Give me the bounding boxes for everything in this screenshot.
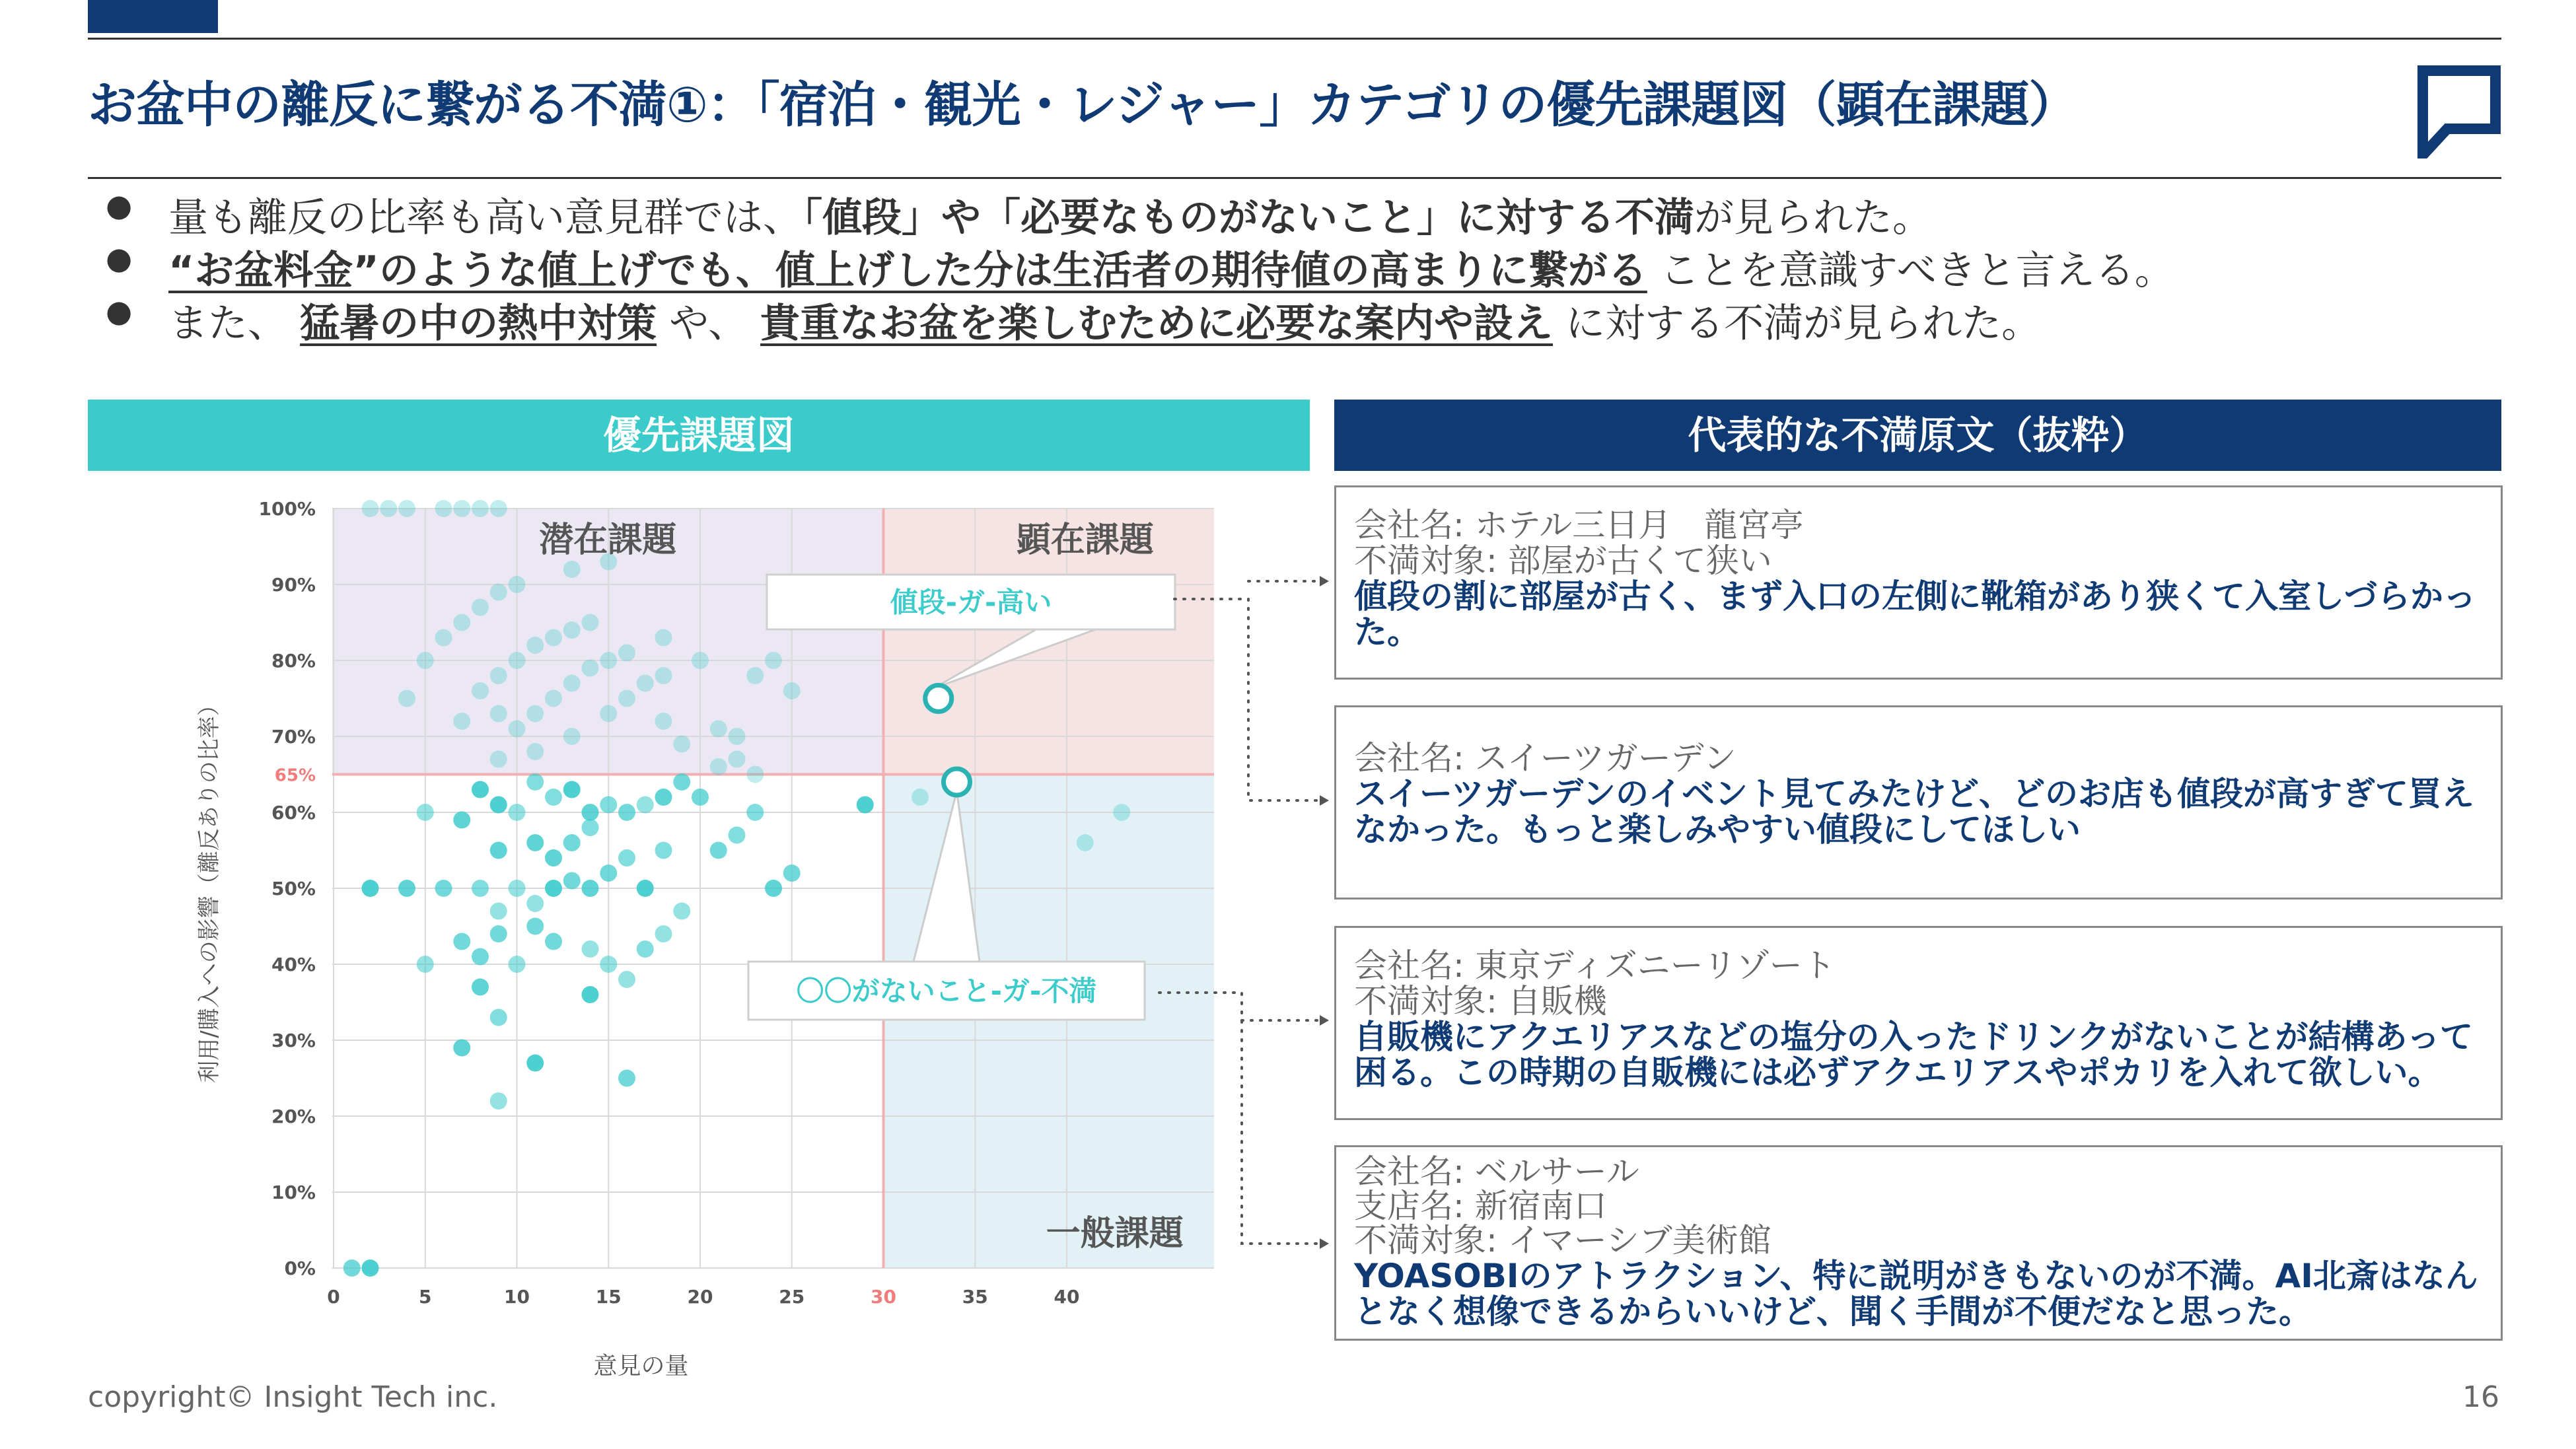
x-tick-label: 15 <box>595 1286 622 1308</box>
scatter-point <box>398 500 415 517</box>
scatter-point <box>563 621 581 639</box>
scatter-point <box>692 652 709 669</box>
scatter-point <box>563 781 581 798</box>
scatter-point <box>563 834 581 851</box>
y-tick-label: 0% <box>284 1257 316 1279</box>
y-tick-label: 60% <box>271 802 316 824</box>
scatter-point <box>472 599 489 616</box>
scatter-point <box>472 781 489 798</box>
scatter-point <box>618 804 635 821</box>
y-tick-label: 80% <box>271 650 316 672</box>
scatter-point <box>637 796 654 814</box>
quote-card-2 <box>1334 705 2503 900</box>
priority-scatter-chart <box>88 476 1316 1387</box>
scatter-point <box>655 667 672 684</box>
y-tick-label: 20% <box>271 1106 316 1127</box>
scatter-point <box>655 713 672 730</box>
callout-label: 値段-ガ-高い <box>890 586 1052 619</box>
quote-text-line: YOASOBIのアトラクション、特に説明がきもないのが不満。AI北斎はなん <box>1354 1257 2478 1295</box>
quote-meta-line: 会社名: ベルサール <box>1354 1152 1639 1191</box>
scatter-point <box>362 1259 379 1277</box>
scatter-point <box>490 796 507 814</box>
scatter-point <box>490 1009 507 1026</box>
scatter-point <box>673 773 690 791</box>
highlighted-point <box>944 769 970 795</box>
quote-card-3 <box>1334 926 2503 1120</box>
y-axis-ticks <box>258 498 316 1279</box>
scatter-point <box>509 880 526 897</box>
threshold-y-label: 65% <box>274 765 316 786</box>
scatter-point <box>545 690 562 707</box>
quadrant-label-manifest: 顕在課題 <box>1016 520 1154 560</box>
quote-meta-line: 会社名: 東京ディズニーリゾート <box>1354 946 1836 985</box>
scatter-point <box>490 1092 507 1110</box>
scatter-point <box>710 842 727 859</box>
title-top-rule <box>88 38 2501 40</box>
quadrant-label-latent: 潜在課題 <box>539 520 677 560</box>
scatter-point <box>509 576 526 593</box>
scatter-point <box>912 789 929 806</box>
quote-text-line: た。 <box>1354 613 1420 651</box>
quote-text-line: となく想像できるからいいけど、聞く手間が不便だなと思った。 <box>1354 1292 2312 1331</box>
scatter-point <box>655 842 672 859</box>
scatter-point <box>472 682 489 699</box>
scatter-point <box>453 614 470 631</box>
y-tick-label: 50% <box>271 878 316 900</box>
scatter-point <box>490 500 507 517</box>
scatter-point <box>746 667 764 684</box>
scatter-point <box>710 721 727 738</box>
scatter-point <box>509 652 526 669</box>
x-tick-label: 5 <box>419 1286 432 1308</box>
y-tick-label: 10% <box>271 1182 316 1203</box>
quote-text-line: なかった。もっと楽しみやすい値段にしてほしい <box>1354 810 2081 849</box>
x-tick-label: 25 <box>779 1286 805 1308</box>
scatter-point <box>600 705 617 723</box>
quotes-header: 代表的な不満原文（抜粋） <box>1334 400 2501 471</box>
scatter-point <box>526 918 544 935</box>
scatter-point <box>729 728 746 745</box>
scatter-point <box>490 751 507 768</box>
scatter-point <box>655 925 672 942</box>
scatter-point <box>582 614 599 631</box>
scatter-point <box>545 880 562 897</box>
highlighted-point <box>925 686 952 712</box>
quadrant-general-bg <box>884 775 1215 1269</box>
quadrant-label-general: 一般課題 <box>1046 1214 1184 1254</box>
scatter-point <box>600 652 617 669</box>
scatter-point <box>655 789 672 806</box>
scatter-point <box>563 561 581 578</box>
scatter-point <box>746 804 764 821</box>
scatter-point <box>526 637 544 654</box>
scatter-point <box>600 956 617 973</box>
quote-meta-line: 不満対象: 部屋が古くて狭い <box>1354 542 1772 580</box>
x-tick-label: 30 <box>871 1286 896 1308</box>
scatter-point <box>509 721 526 738</box>
scatter-point <box>637 940 654 958</box>
scatter-point <box>435 500 452 517</box>
scatter-point <box>435 629 452 647</box>
scatter-point <box>1113 804 1130 821</box>
scatter-point <box>398 880 415 897</box>
bullet-dot: ● <box>106 293 133 329</box>
scatter-point <box>618 645 635 662</box>
callout-label: 〇〇がないこと-ガ-不満 <box>796 975 1097 1007</box>
priority-chart-header: 優先課題図 <box>88 400 1310 471</box>
y-tick-label: 100% <box>258 498 316 520</box>
y-axis-label: 利用/購入への影響（離反ありの比率） <box>196 693 223 1083</box>
scatter-point <box>582 986 599 1003</box>
scatter-point <box>600 796 617 814</box>
scatter-point <box>582 660 599 677</box>
scatter-point <box>509 804 526 821</box>
quote-meta-line: 会社名: ホテル三日月 龍宮亭 <box>1354 506 1804 544</box>
scatter-point <box>765 652 782 669</box>
scatter-point <box>417 652 434 669</box>
quote-meta-line: 支店名: 新宿南口 <box>1354 1187 1607 1225</box>
scatter-point <box>673 903 690 920</box>
scatter-point <box>509 956 526 973</box>
scatter-point <box>417 804 434 821</box>
scatter-point <box>618 1070 635 1087</box>
scatter-point <box>582 880 599 897</box>
quote-meta-line: 会社名: スイーツガーデン <box>1354 739 1736 777</box>
copyright: copyright© Insight Tech inc. <box>88 1380 498 1414</box>
y-tick-label: 70% <box>271 726 316 748</box>
bullet-emphasis: 「値段」や「必要なものがないこと」に対する不満 <box>803 195 1694 241</box>
scatter-point <box>472 948 489 966</box>
x-tick-label: 0 <box>327 1286 340 1308</box>
x-tick-label: 20 <box>687 1286 713 1308</box>
scatter-point <box>582 940 599 958</box>
scatter-point <box>618 690 635 707</box>
top-accent-tab <box>88 0 218 33</box>
quote-card-1 <box>1334 485 2503 680</box>
scatter-point <box>692 789 709 806</box>
scatter-point <box>453 713 470 730</box>
scatter-point <box>526 743 544 760</box>
scatter-point <box>343 1259 361 1277</box>
scatter-point <box>453 1040 470 1057</box>
connector-arrowheads <box>1320 576 1329 1249</box>
x-tick-label: 40 <box>1054 1286 1080 1308</box>
scatter-point <box>618 971 635 988</box>
scatter-point <box>1077 834 1094 851</box>
bullet-text: に対する不満が見られた。 <box>1565 300 2042 347</box>
scatter-point <box>526 705 544 723</box>
x-tick-label: 10 <box>504 1286 530 1308</box>
scatter-point <box>490 705 507 723</box>
x-axis-ticks <box>327 1286 1079 1308</box>
scatter-point <box>618 849 635 866</box>
scatter-point <box>783 865 801 882</box>
scatter-point <box>563 675 581 692</box>
quote-card-4 <box>1334 1145 2503 1341</box>
scatter-point <box>765 880 782 897</box>
scatter-point <box>637 880 654 897</box>
y-tick-label: 40% <box>271 954 316 975</box>
bullet-emphasis: “お盆料金”のような値上げでも、値上げした分は生活者の期待値の高まりに繋がる <box>168 248 1647 294</box>
scatter-point <box>472 500 489 517</box>
scatter-point <box>453 812 470 829</box>
y-tick-label: 30% <box>271 1030 316 1051</box>
scatter-point <box>472 979 489 996</box>
page-title: お盆中の離反に繋がる不満①：「宿泊・観光・レジャー」カテゴリの優先課題図（顕在課題） <box>88 77 2077 133</box>
scatter-point <box>472 880 489 897</box>
scatter-point <box>783 682 801 699</box>
scatter-point <box>582 804 599 821</box>
scatter-point <box>729 827 746 844</box>
scatter-point <box>545 629 562 647</box>
scatter-point <box>490 584 507 601</box>
scatter-point <box>600 865 617 882</box>
scatter-point <box>582 819 599 836</box>
quote-text-line: 自販機にアクエリアスなどの塩分の入ったドリンクがないことが結構あって <box>1354 1018 2473 1056</box>
bullet-emphasis: 猛暑の中の熱中対策 <box>300 300 657 347</box>
scatter-point <box>526 1055 544 1072</box>
scatter-point <box>857 796 874 814</box>
y-tick-label: 90% <box>271 574 316 596</box>
scatter-point <box>563 872 581 890</box>
scatter-point <box>490 667 507 684</box>
quote-meta-line: 不満対象: イマーシブ美術館 <box>1354 1221 1771 1259</box>
scatter-point <box>673 736 690 753</box>
bullet-text: 量も離反の比率も高い意見群では、 <box>168 195 803 241</box>
title-bottom-rule <box>88 177 2501 179</box>
scatter-point <box>362 500 379 517</box>
quote-text-line: 困る。この時期の自販機には必ずアクエリアスやポカリを入れて欲しい。 <box>1354 1053 2441 1092</box>
bullet-emphasis: 貴重なお盆を楽しむために必要な案内や設え <box>760 300 1554 347</box>
scatter-point <box>746 766 764 783</box>
x-axis-label: 意見の量 <box>593 1353 689 1380</box>
scatter-point <box>729 751 746 768</box>
scatter-point <box>380 500 397 517</box>
bullet-dot: ● <box>106 188 133 223</box>
scatter-point <box>710 758 727 775</box>
scatter-point <box>453 500 470 517</box>
scatter-point <box>453 933 470 950</box>
scatter-point <box>398 690 415 707</box>
bullet-dot: ● <box>106 240 133 276</box>
scatter-point <box>545 933 562 950</box>
scatter-point <box>655 629 672 647</box>
bullet-text: また、 <box>168 300 287 347</box>
scatter-point <box>563 728 581 745</box>
page-number: 16 <box>2462 1380 2499 1414</box>
scatter-point <box>490 842 507 859</box>
speech-bubble-logo-icon <box>2411 63 2503 159</box>
scatter-point <box>526 834 544 851</box>
scatter-point <box>417 956 434 973</box>
scatter-point <box>435 880 452 897</box>
bullet-text: ことを意識すべきと言える。 <box>1659 248 2174 294</box>
quote-meta-line: 不満対象: 自販機 <box>1354 982 1607 1020</box>
bullet-text: や、 <box>669 300 748 347</box>
scatter-point <box>526 773 544 791</box>
quote-text-line: スイーツガーデンのイベント見てみたけど、どのお店も値段が高すぎて買え <box>1354 775 2474 813</box>
scatter-point <box>526 895 544 912</box>
scatter-point <box>490 925 507 942</box>
scatter-point <box>637 675 654 692</box>
scatter-point <box>490 903 507 920</box>
quote-text-line: 値段の割に部屋が古く、まず入口の左側に靴箱があり狭くて入室しづらかっ <box>1354 577 2476 616</box>
scatter-point <box>545 849 562 866</box>
scatter-point <box>545 789 562 806</box>
bullet-text: が見られた。 <box>1694 195 1932 241</box>
scatter-point <box>362 880 379 897</box>
x-tick-label: 35 <box>962 1286 988 1308</box>
